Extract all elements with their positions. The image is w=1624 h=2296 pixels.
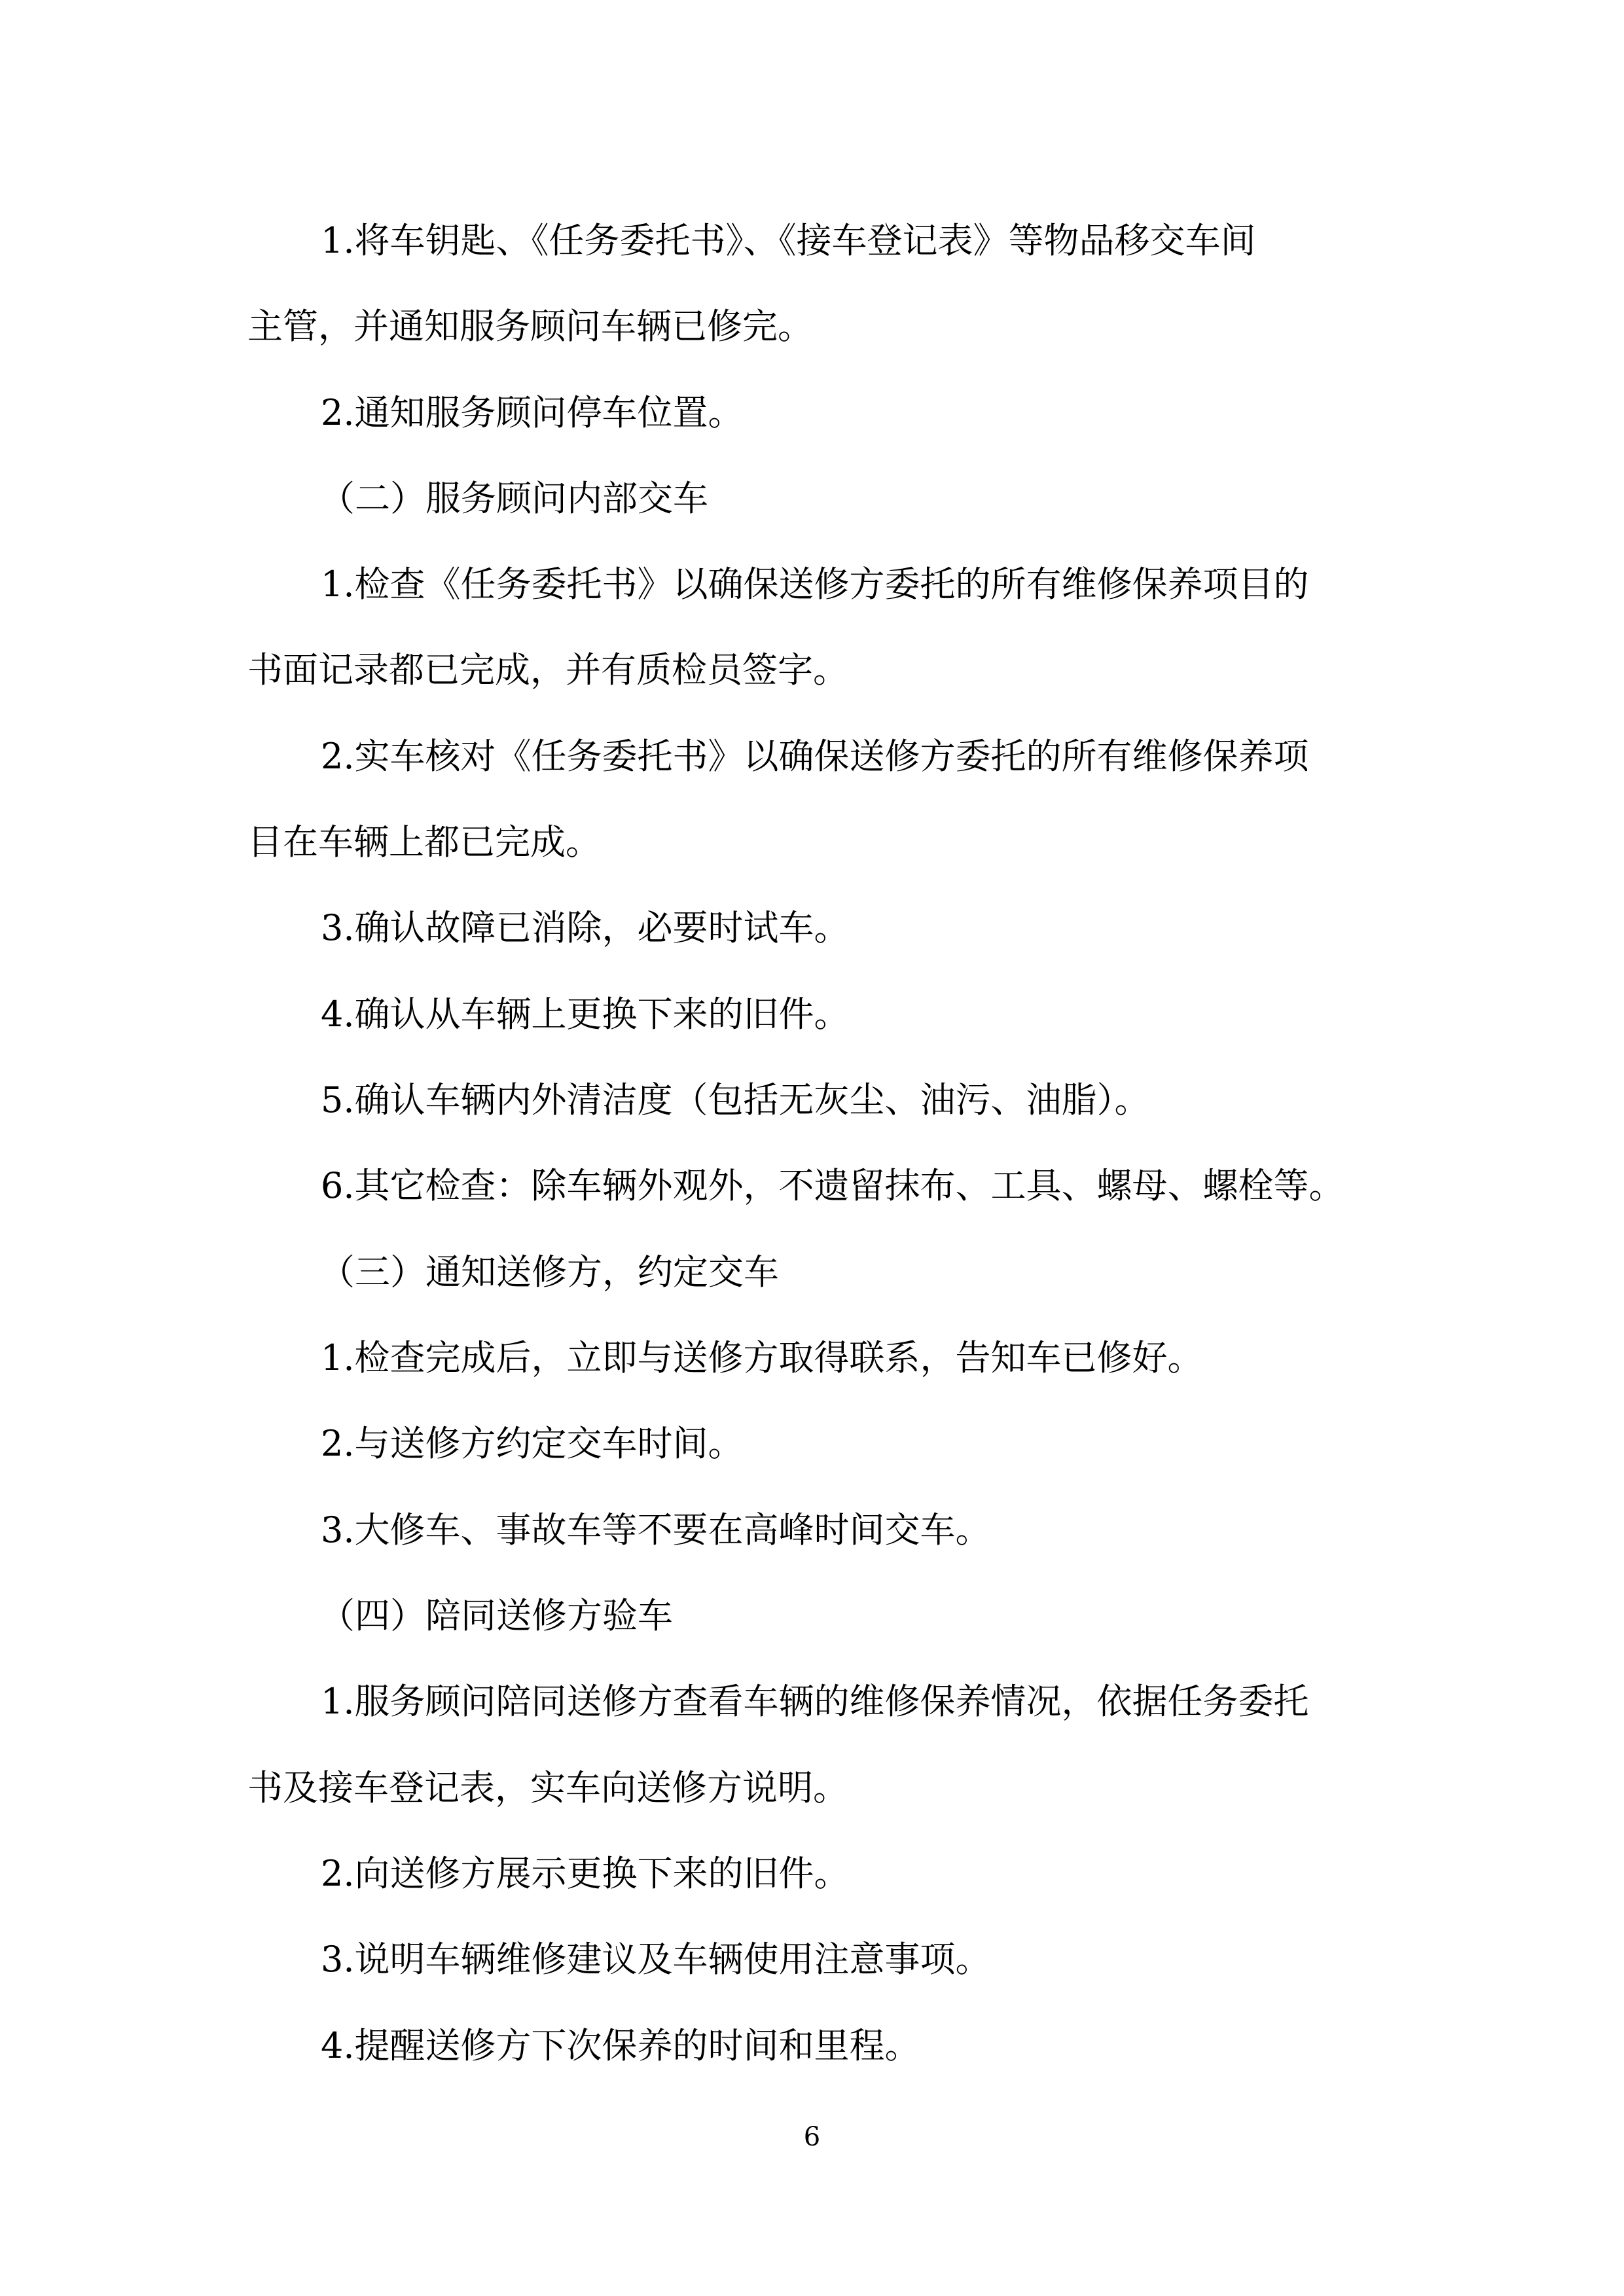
paragraph-line: 2.通知服务顾问停车位置。 <box>321 392 744 433</box>
paragraph-line: 1.服务顾问陪同送修方查看车辆的维修保养情况，依据任务委托 <box>321 1681 1309 1722</box>
section-heading: （三）通知送修方，约定交车 <box>319 1251 779 1293</box>
paragraph-line: 3.大修车、事故车等不要在高峰时间交车。 <box>321 1509 991 1551</box>
section-heading: （二）服务顾问内部交车 <box>319 478 708 519</box>
paragraph-line: 主管，并通知服务顾问车辆已修完。 <box>247 306 813 347</box>
paragraph-line: 1.检查《任务委托书》以确保送修方委托的所有维修保养项目的 <box>321 564 1309 605</box>
paragraph-line: 3.确认故障已消除，必要时试车。 <box>321 907 850 948</box>
page-number: 6 <box>803 2122 821 2152</box>
paragraph-line: 6.其它检查：除车辆外观外，不遗留抹布、工具、螺母、螺栓等。 <box>321 1165 1344 1206</box>
paragraph-line: 1.检查完成后，立即与送修方取得联系，告知车已修好。 <box>321 1337 1203 1378</box>
paragraph-line: 目在车辆上都已完成。 <box>247 821 601 863</box>
paragraph-line: 2.实车核对《任务委托书》以确保送修方委托的所有维修保养项 <box>321 736 1309 777</box>
paragraph-line: 书及接车登记表，实车向送修方说明。 <box>247 1767 848 1808</box>
paragraph-line: 4.提醒送修方下次保养的时间和里程。 <box>321 2025 920 2066</box>
section-heading: （四）陪同送修方验车 <box>319 1595 673 1636</box>
paragraph-line: 书面记录都已完成，并有质检员签字。 <box>247 649 848 691</box>
paragraph-line: 5.确认车辆内外清洁度（包括无灰尘、油污、油脂）。 <box>321 1079 1150 1121</box>
paragraph-line: 2.与送修方约定交车时间。 <box>321 1423 744 1464</box>
paragraph-line: 1.将车钥匙、《任务委托书》、《接车登记表》等物品移交车间 <box>321 220 1256 261</box>
paragraph-line: 4.确认从车辆上更换下来的旧件。 <box>321 994 850 1035</box>
paragraph-line: 3.说明车辆维修建议及车辆使用注意事项。 <box>321 1939 991 1980</box>
paragraph-line: 2.向送修方展示更换下来的旧件。 <box>321 1853 850 1894</box>
